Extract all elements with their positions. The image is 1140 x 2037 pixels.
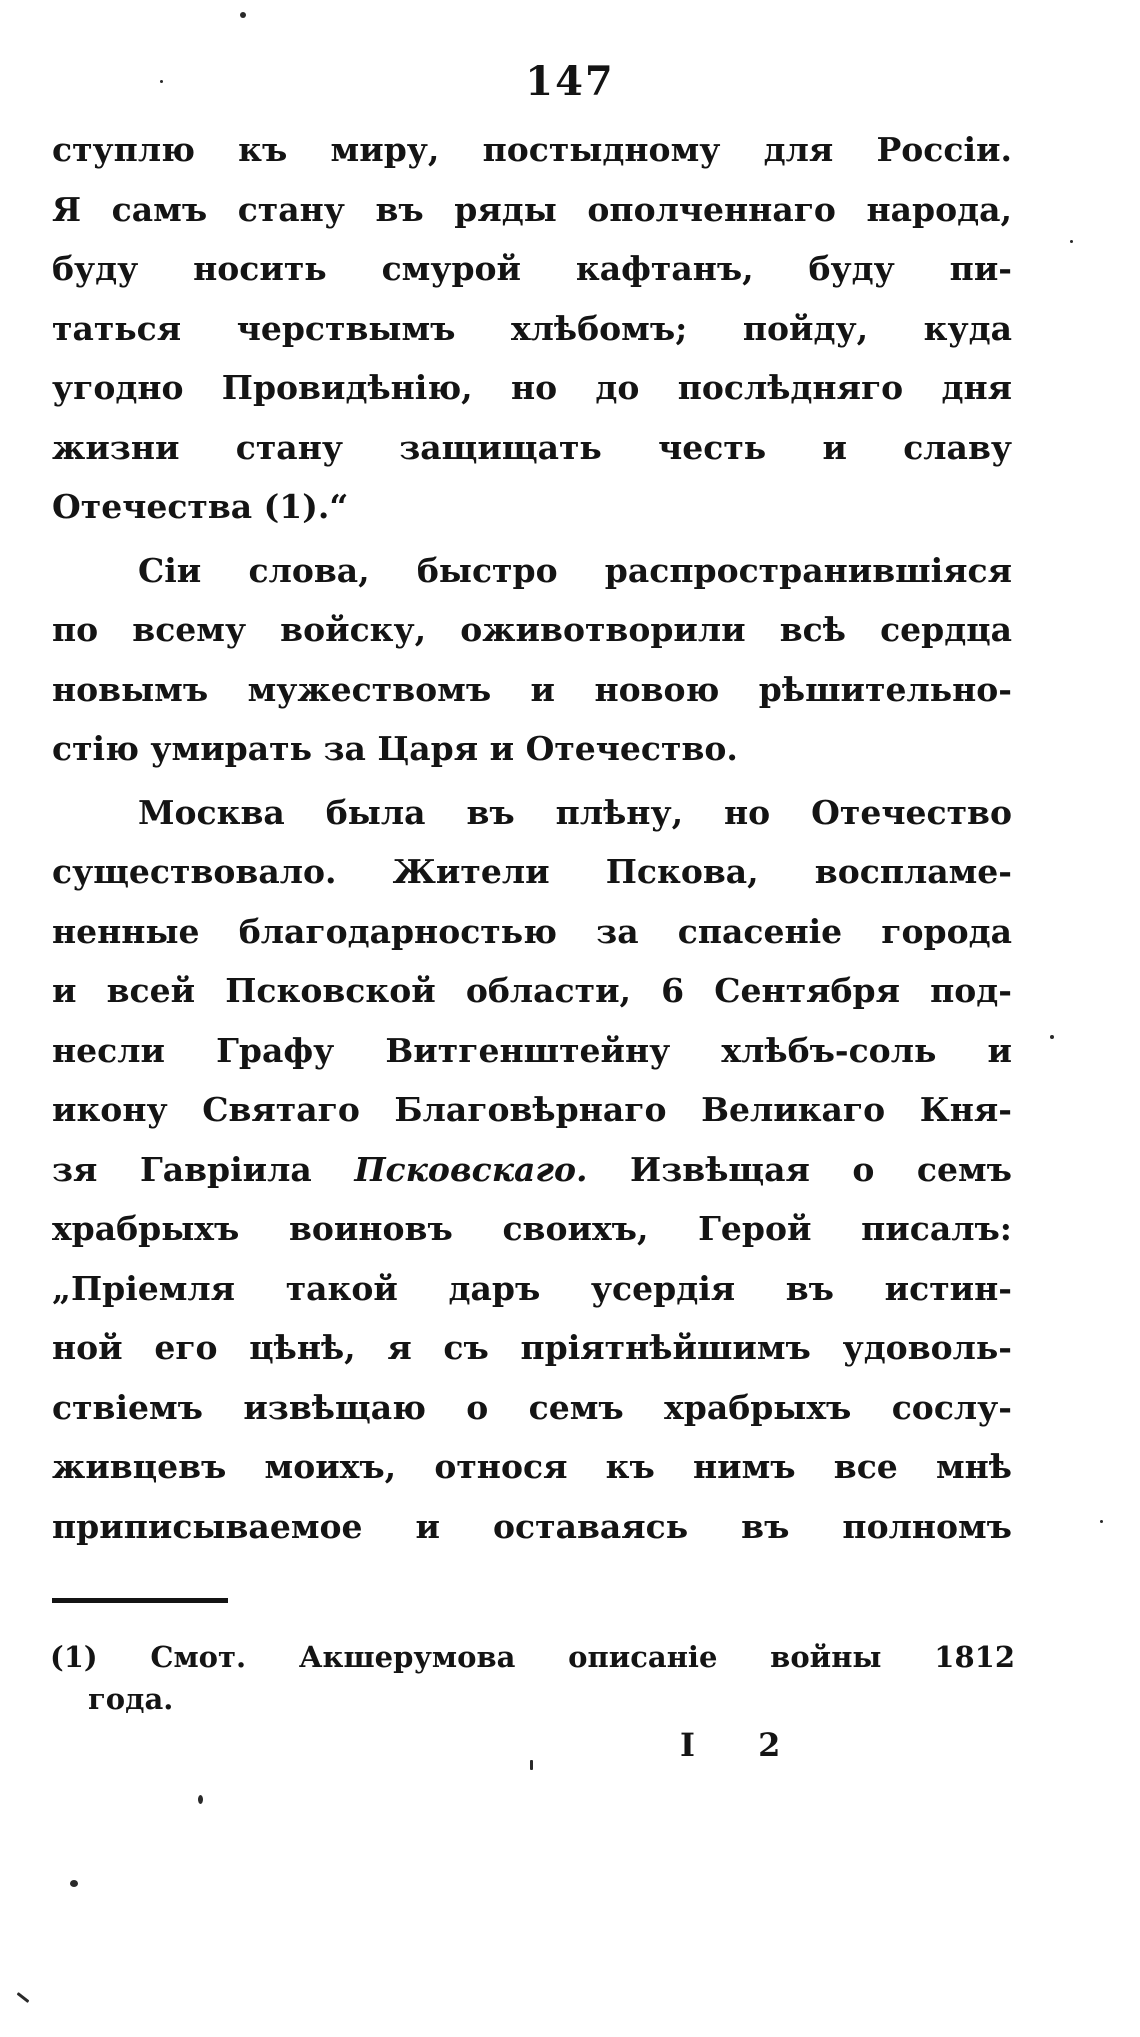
- text-line: стію умирать за Царя и Отечество.: [52, 729, 738, 768]
- text-line: несли Графу Витгенштейну хлѣбъ-соль и: [52, 1030, 1012, 1070]
- text-line: новымъ мужествомъ и новою рѣшительно-: [52, 669, 1012, 709]
- footnote-rule: [52, 1598, 228, 1603]
- text-line: по всему войску, оживотворили всѣ сердца: [52, 610, 1012, 649]
- text-line: „Пріемля такой даръ усердія въ истин-: [52, 1268, 1012, 1308]
- scan-speck: [1070, 240, 1073, 243]
- text-line: таться черствымъ хлѣбомъ; пойду, куда: [52, 308, 1012, 348]
- scan-speck: [1050, 1035, 1054, 1039]
- body-text: [52, 120, 1012, 1556]
- scan-speck: [17, 1992, 30, 2003]
- scan-speck: [530, 1760, 533, 1770]
- text-segment: Извѣщая о семъ: [630, 1149, 1012, 1189]
- scan-speck: [1100, 1520, 1103, 1523]
- text-line: ствіемъ извѣщаю о семъ храбрыхъ сослу-: [52, 1387, 1012, 1427]
- text-line: Москва была въ плѣну, но Отечество: [138, 792, 1012, 832]
- scan-speck: [160, 80, 163, 83]
- footnote-line: (1) Смот. Акшерумова описаніе войны 1812: [50, 1640, 1015, 1674]
- scan-speck: [198, 1795, 203, 1804]
- page-number: 147: [525, 58, 615, 105]
- italic-place-name: Псковскаго.: [354, 1149, 588, 1189]
- scan-speck: [70, 1880, 78, 1887]
- text-line: икону Святаго Благовѣрнаго Великаго Кня-: [52, 1090, 1012, 1129]
- text-line: храбрыхъ воиновъ своихъ, Герой писалъ:: [52, 1209, 1012, 1248]
- text-line: [52, 1140, 1012, 1200]
- text-line: ступлю къ миру, постыдному для Россіи.: [52, 130, 1012, 169]
- text-line: ненные благодарностью за спасеніе города: [52, 911, 1012, 951]
- text-line: приписываемое и оставаясь въ полномъ: [52, 1506, 1012, 1546]
- text-line: буду носить смурой кафтанъ, буду пи-: [52, 249, 1012, 288]
- text-line: существовало. Жители Пскова, воспламе-: [52, 852, 1012, 891]
- text-line: Я самъ стану въ ряды ополченнаго народа,: [52, 189, 1012, 229]
- text-line: и всей Псковской области, 6 Сентября под-: [52, 971, 1012, 1010]
- signature-mark: I 2: [680, 1726, 807, 1764]
- text-line: жизни стану защищать честь и славу: [52, 427, 1012, 467]
- scan-speck: [240, 12, 246, 18]
- text-line: Отечества (1).“: [52, 487, 349, 526]
- text-segment: зя Гавріила: [52, 1149, 312, 1189]
- footnote-line: года.: [88, 1682, 174, 1716]
- text-line: угодно Провидѣнію, но до послѣдняго дня: [52, 368, 1012, 407]
- text-line: живцевъ моихъ, относя къ нимъ все мнѣ: [52, 1447, 1012, 1486]
- text-line: Сіи слова, быстро распространившіяся: [138, 550, 1012, 590]
- footnote: [50, 1636, 1015, 1720]
- text-line: ной его цѣнѣ, я съ пріятнѣйшимъ удоволь-: [52, 1328, 1012, 1367]
